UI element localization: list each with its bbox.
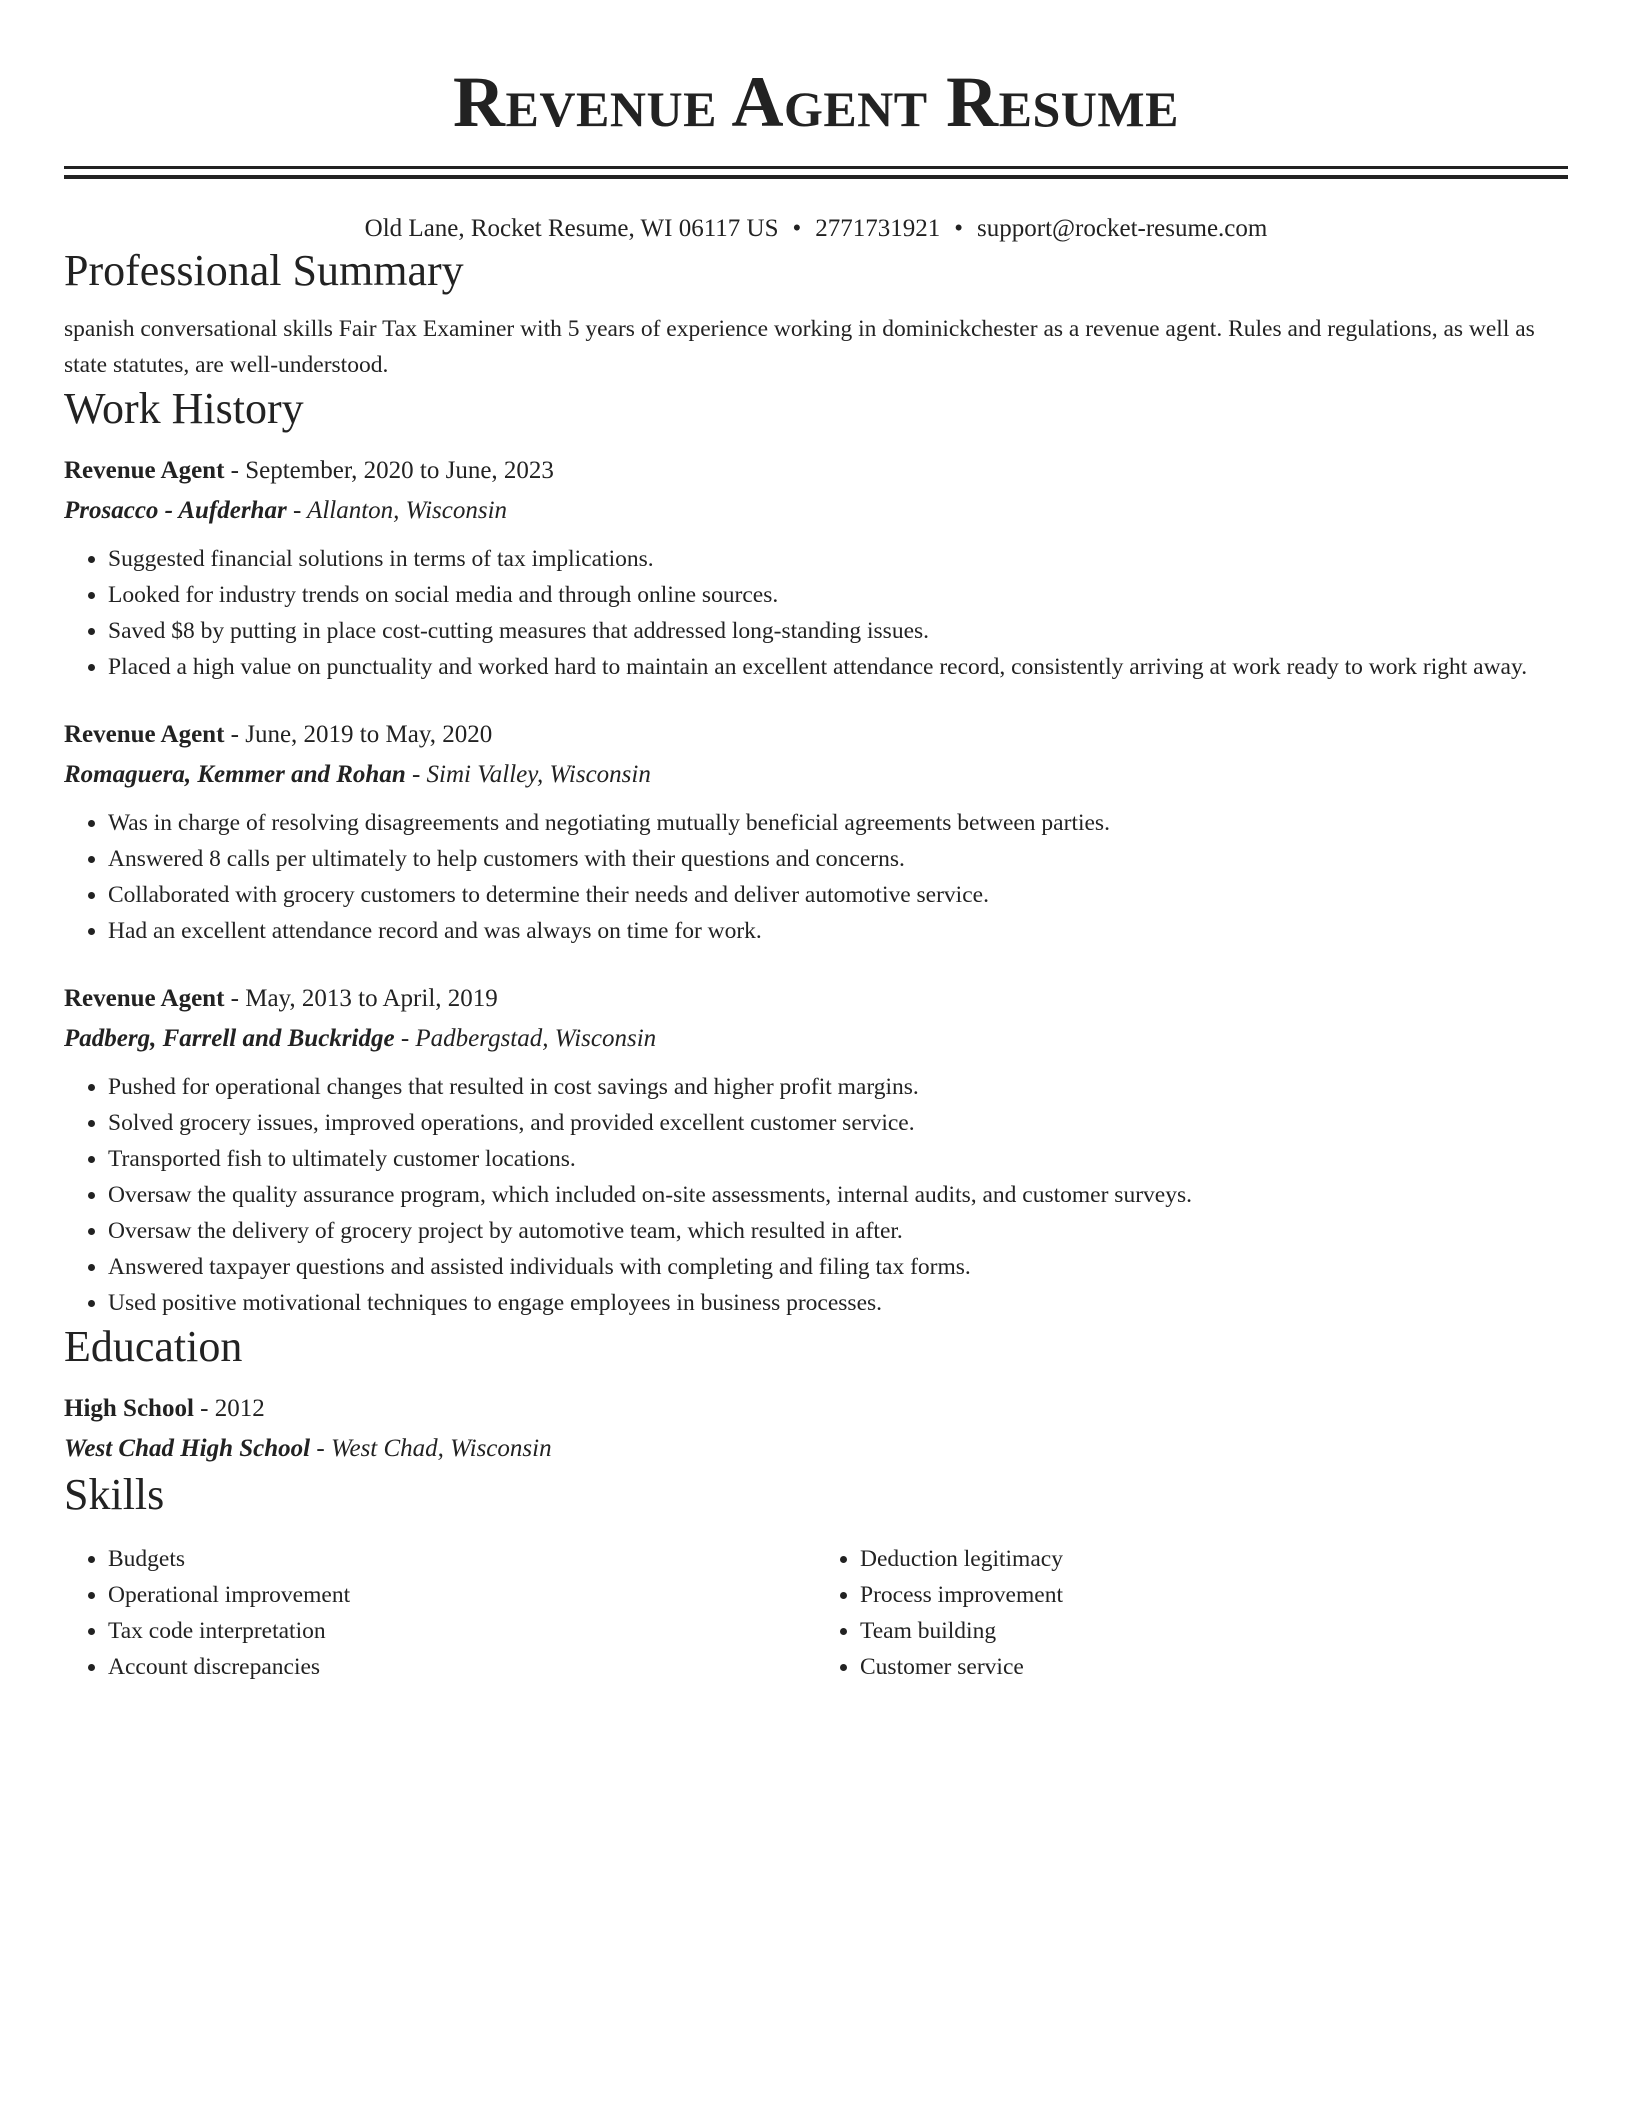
list-item: • Saved $8 by putting in place cost-cutting measures that addressed long-standing issues. xyxy=(108,613,1568,649)
job-location: - Simi Valley, Wisconsin xyxy=(405,761,651,788)
job-title-line xyxy=(64,979,1568,1019)
job-location: - Allanton, Wisconsin xyxy=(286,497,508,524)
job-company-line xyxy=(64,1019,1568,1059)
list-item: • Answered taxpayer questions and assisted individuals with completing and filing tax forms. xyxy=(108,1249,1568,1285)
skills-columns xyxy=(64,1541,1568,1685)
education-year: - 2012 xyxy=(193,1395,265,1422)
list-item: • Solved grocery issues, improved operations, and provided excellent customer service. xyxy=(108,1105,1568,1141)
list-item: • Suggested financial solutions in terms of tax implications. xyxy=(108,541,1568,577)
list-item: • Placed a high value on punctuality and worked hard to maintain an excellent attendance record, consistently arriving at work ready to work right away. xyxy=(108,649,1568,685)
summary-heading: Professional Summary xyxy=(64,246,464,295)
job-title-line xyxy=(64,715,1568,755)
list-item: • Was in charge of resolving disagreements and negotiating mutually beneficial agreements between parties. xyxy=(108,805,1568,841)
job-bullets xyxy=(64,805,1568,949)
skill-item: • Deduction legitimacy xyxy=(860,1541,1568,1577)
contact-separator: • xyxy=(792,215,802,242)
job-dates: - June, 2019 to May, 2020 xyxy=(224,721,493,748)
skill-item: • Customer service xyxy=(860,1649,1568,1685)
list-item: • Used positive motivational techniques to engage employees in business processes. xyxy=(108,1285,1568,1321)
list-item: • Looked for industry trends on social media and through online sources. xyxy=(108,577,1568,613)
skill-item: • Budgets xyxy=(108,1541,816,1577)
job-bullets xyxy=(64,1069,1568,1321)
job-company-line xyxy=(64,491,1568,531)
job-entry xyxy=(64,979,1568,1321)
job-company-line xyxy=(64,755,1568,795)
job-company: Padberg, Farrell and Buckridge xyxy=(64,1025,395,1052)
list-item: • Transported fish to ultimately customer locations. xyxy=(108,1141,1568,1177)
title-rule-bottom xyxy=(64,175,1568,179)
education-degree-line xyxy=(64,1389,1568,1429)
list-item: • Pushed for operational changes that resulted in cost savings and higher profit margins. xyxy=(108,1069,1568,1105)
contact-email: support@rocket-resume.com xyxy=(977,215,1268,242)
job-company: Prosacco - Aufderhar xyxy=(64,497,287,524)
job-title: Revenue Agent xyxy=(64,457,225,484)
education-school: West Chad High School xyxy=(64,1435,311,1462)
contact-phone: 2771731921 xyxy=(815,215,941,242)
list-item: • Collaborated with grocery customers to determine their needs and deliver automotive service. xyxy=(108,877,1568,913)
job-entry xyxy=(64,451,1568,685)
contact-line xyxy=(64,213,1568,245)
education-entry xyxy=(64,1389,1568,1469)
education-heading: Education xyxy=(64,1322,243,1371)
skill-item: • Tax code interpretation xyxy=(108,1613,816,1649)
contact-separator: • xyxy=(954,215,964,242)
skill-item: • Operational improvement xyxy=(108,1577,816,1613)
education-school-line xyxy=(64,1429,1568,1469)
job-dates: - September, 2020 to June, 2023 xyxy=(224,457,554,484)
skills-left-list xyxy=(64,1541,816,1685)
title-rule-top xyxy=(64,166,1568,169)
job-title: Revenue Agent xyxy=(64,985,225,1012)
job-entry xyxy=(64,715,1568,949)
list-item: • Had an excellent attendance record and was always on time for work. xyxy=(108,913,1568,949)
list-item: • Oversaw the quality assurance program, which included on-site assessments, internal audits, and customer surveys. xyxy=(108,1177,1568,1213)
work-history-heading: Work History xyxy=(64,384,304,433)
job-location: - Padbergstad, Wisconsin xyxy=(394,1025,657,1052)
education-location: - West Chad, Wisconsin xyxy=(310,1435,552,1462)
job-bullets xyxy=(64,541,1568,685)
skill-item: • Process improvement xyxy=(860,1577,1568,1613)
job-dates: - May, 2013 to April, 2019 xyxy=(224,985,498,1012)
list-item: • Oversaw the delivery of grocery project by automotive team, which resulted in after. xyxy=(108,1213,1568,1249)
skill-item: • Team building xyxy=(860,1613,1568,1649)
job-company: Romaguera, Kemmer and Rohan xyxy=(64,761,406,788)
summary-text: spanish conversational skills Fair Tax Examiner with 5 years of experience working in dominickchester as a revenue agent. Rules and regulations, as well as state statutes, are well-understood. xyxy=(64,316,1535,378)
job-title: Revenue Agent xyxy=(64,721,225,748)
contact-address: Old Lane, Rocket Resume, WI 06117 US xyxy=(364,215,779,242)
skill-item: • Account discrepancies xyxy=(108,1649,816,1685)
job-title-line xyxy=(64,451,1568,491)
list-item: • Answered 8 calls per ultimately to help customers with their questions and concerns. xyxy=(108,841,1568,877)
skills-right-list xyxy=(816,1541,1568,1685)
education-degree: High School xyxy=(64,1395,194,1422)
resume-title: Revenue Agent Resume xyxy=(453,62,1179,142)
skills-heading: Skills xyxy=(64,1470,165,1519)
